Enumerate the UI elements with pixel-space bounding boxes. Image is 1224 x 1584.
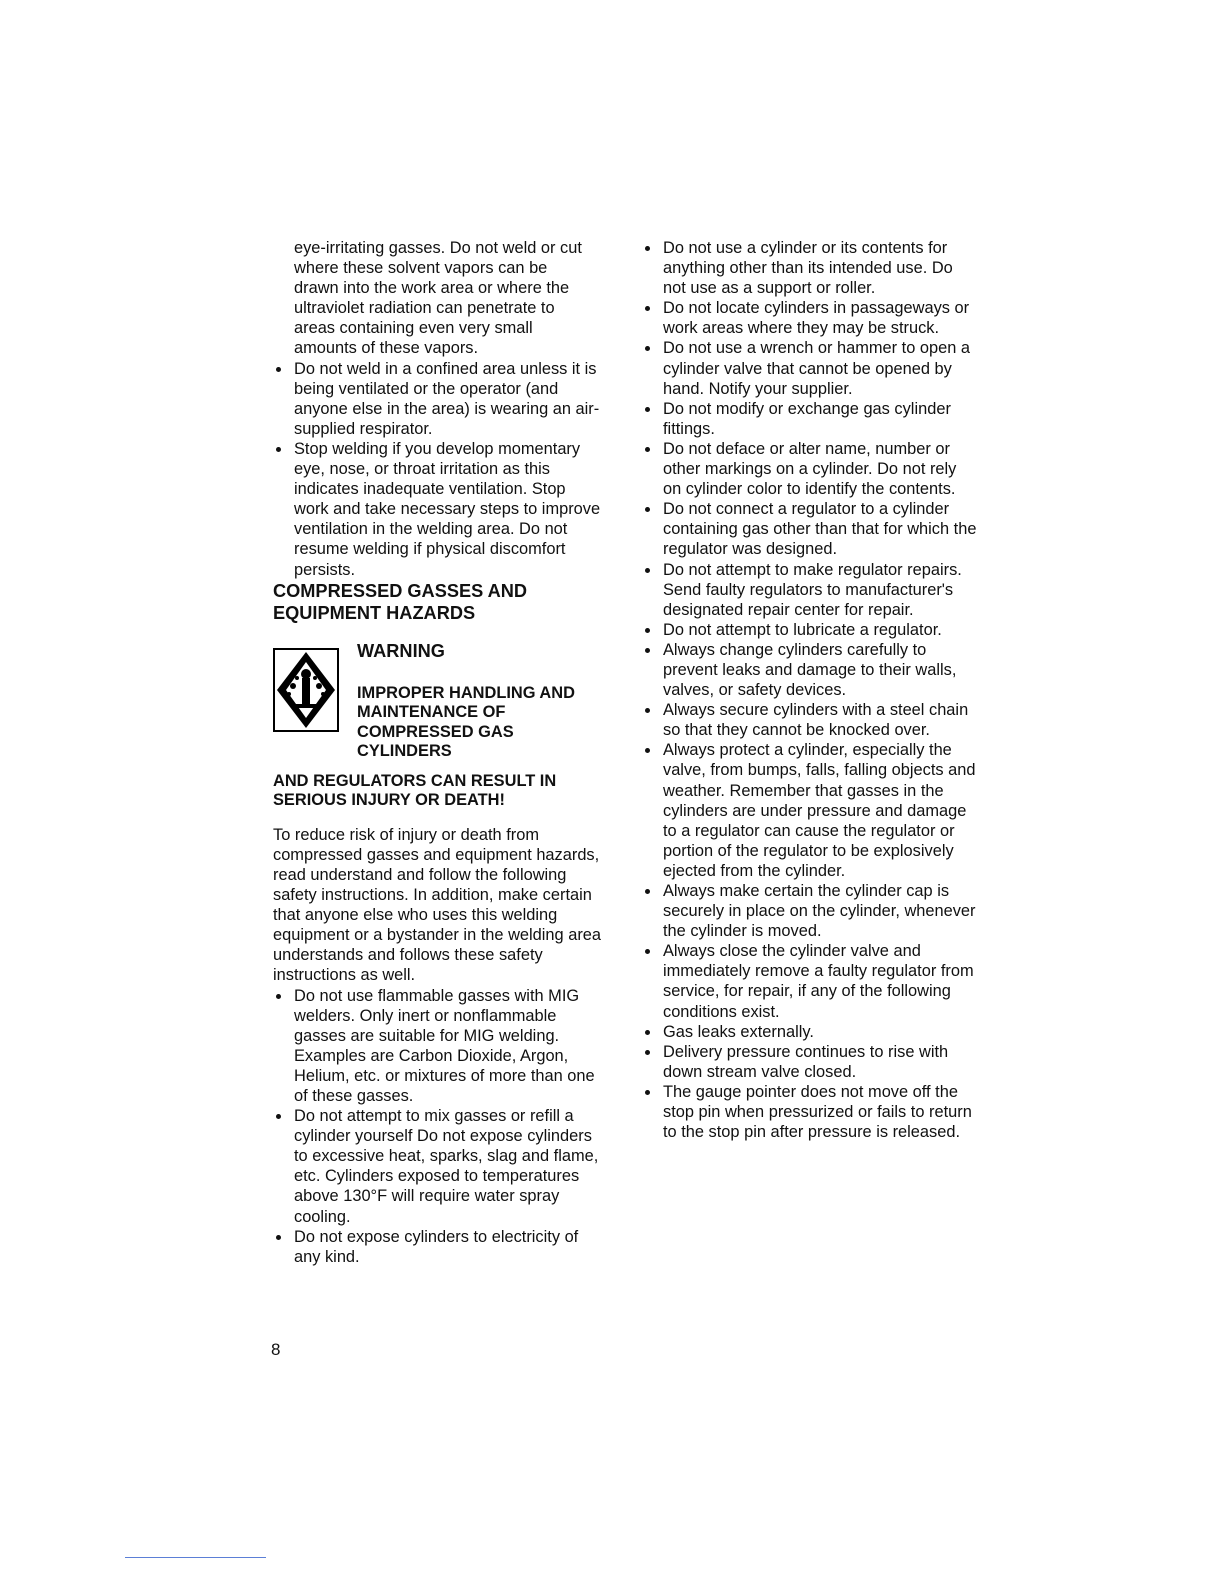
intro-line: amounts of these vapors. xyxy=(294,339,479,358)
explosion-hazard-icon xyxy=(273,648,339,732)
bullet-item: Always make certain the cylinder cap is securely in place on the cylinder, whenever the cylinder is moved. xyxy=(642,881,977,941)
bullet-item: Stop welding if you develop momentary eye, nose, or throat irritation as this indicates inadequate ventilation. Stop work and take necessary steps to improve ventilation in the welding area. Do not resume welding if physical discomfort persists. xyxy=(273,439,603,580)
warning-text-continued: AND REGULATORS CAN RESULT IN SERIOUS INJURY OR DEATH! xyxy=(273,771,557,810)
intro-line: where these solvent vapors can be xyxy=(294,259,548,278)
section-title xyxy=(273,580,603,624)
left-column xyxy=(273,238,603,1267)
intro-line: eye-irritating gasses. Do not weld or cut xyxy=(294,239,582,257)
bullet-item: Do not locate cylinders in passageways or work areas where they may be struck. xyxy=(642,298,977,338)
page-number: 8 xyxy=(271,1340,281,1359)
bullet-item: Do not attempt to lubricate a regulator. xyxy=(642,620,977,640)
bullet-item: Always change cylinders carefully to prevent leaks and damage to their walls, valves, or safety devices. xyxy=(642,640,977,700)
warning-label: WARNING xyxy=(357,640,445,661)
bullet-item: The gauge pointer does not move off the stop pin when pressurized or fails to return to the stop pin after pressure is released. xyxy=(642,1082,977,1142)
bullet-item: Do not connect a regulator to a cylinder containing gas other than that for which the regulator was designed. xyxy=(642,499,977,559)
intro-text xyxy=(294,238,603,359)
intro-line: drawn into the work area or where the xyxy=(294,279,570,298)
bullet-item: Do not weld in a confined area unless it is being ventilated or the operator (and anyone else in the area) is wearing an air-supplied respirator. xyxy=(273,359,603,439)
intro-line: areas containing even very small xyxy=(294,319,533,338)
bullet-item: Always secure cylinders with a steel chain so that they cannot be knocked over. xyxy=(642,700,977,740)
cylinder-bullet-list xyxy=(642,238,977,1142)
right-column xyxy=(642,238,977,1142)
bullet-item: Do not use a cylinder or its contents for anything other than its intended use. Do not use as a support or roller. xyxy=(642,238,977,298)
bullet-item: Always close the cylinder valve and immediately remove a faulty regulator from service, for repair, if any of the following conditions exist. xyxy=(642,941,977,1021)
bullet-item: Do not deface or alter name, number or other markings on a cylinder. Do not rely on cylinder color to identify the contents. xyxy=(642,439,977,499)
bullet-item: Do not attempt to make regulator repairs. Send faulty regulators to manufacturer's designated repair center for repair. xyxy=(642,560,977,620)
gas-bullet-list xyxy=(273,986,603,1267)
intro-line: ultraviolet radiation can penetrate to xyxy=(294,299,555,318)
bullet-item: Do not use a wrench or hammer to open a cylinder valve that cannot be opened by hand. Notify your supplier. xyxy=(642,338,977,398)
warning-block xyxy=(273,640,603,770)
bullet-item: Do not use flammable gasses with MIG welders. Only inert or nonflammable gasses are suitable for MIG welding. Examples are Carbon Dioxide, Argon, Helium, etc. or mixtures of more than one of these gasses. xyxy=(273,986,603,1107)
warning-text: IMPROPER HANDLING AND MAINTENANCE OF COMPRESSED GAS CYLINDERS xyxy=(357,683,575,761)
bullet-item: Gas leaks externally. xyxy=(642,1022,977,1042)
intro-paragraph: To reduce risk of injury or death from compressed gasses and equipment hazards, read understand and follow the following safety instructions. In addition, make certain that anyone else who uses this welding equipment or a bystander in the welding area understands and follows these safety instructions as well. xyxy=(273,825,602,985)
divider xyxy=(125,1557,266,1558)
bullet-item: Delivery pressure continues to rise with down stream valve closed. xyxy=(642,1042,977,1082)
bullet-item: Do not expose cylinders to electricity of any kind. xyxy=(273,1227,603,1267)
section-title-line: COMPRESSED GASSES AND xyxy=(273,580,527,601)
ventilation-bullet-list xyxy=(273,359,603,580)
section-title-line: EQUIPMENT HAZARDS xyxy=(273,602,476,623)
bullet-item: Do not modify or exchange gas cylinder fittings. xyxy=(642,399,977,439)
bullet-item: Do not attempt to mix gasses or refill a cylinder yourself Do not expose cylinders to excessive heat, sparks, slag and flame, etc. Cylinders exposed to temperatures above 130°F will require water spray cooling. xyxy=(273,1106,603,1227)
bullet-item: Always protect a cylinder, especially the valve, from bumps, falls, falling objects and weather. Remember that gasses in the cylinders are under pressure and damage to a regulator can cause the regulator or portion of the regulator to be explosively ejected from the cylinder. xyxy=(642,740,977,881)
